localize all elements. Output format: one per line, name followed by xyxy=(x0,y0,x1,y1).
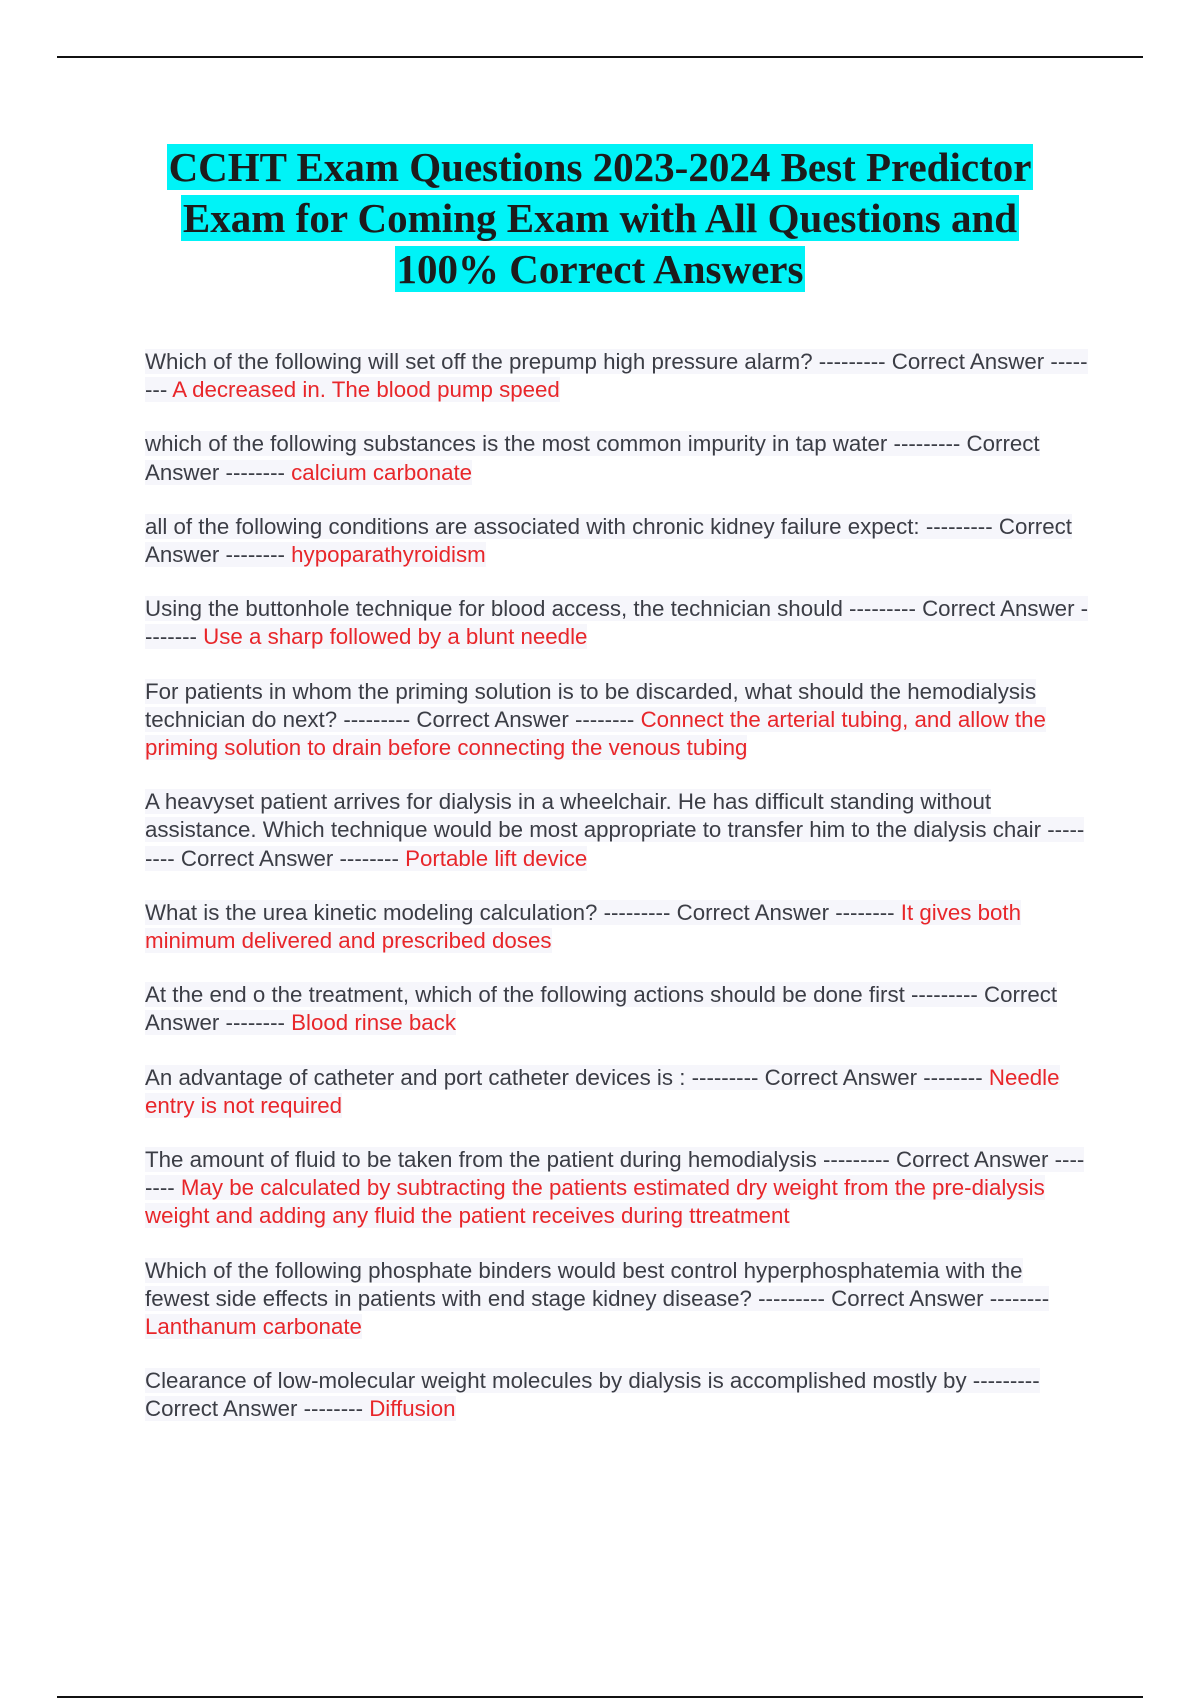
question-text: At the end o the treatment, which of the following actions should be done first --------- Correct Answer -------- xyxy=(145,982,1058,1036)
qa-item xyxy=(145,513,1090,569)
page-title xyxy=(100,142,1100,295)
answer-text: calcium carbonate xyxy=(291,459,473,485)
title-line-1: CCHT Exam Questions 2023-2024 Best Predictor xyxy=(168,144,1032,190)
qa-item xyxy=(145,788,1090,873)
question-text: A heavyset patient arrives for dialysis in a wheelchair. He has difficult standing without assistance. Which technique would be most appropriate to transfer him to the dialysis chair --------- Correct Answer -------- xyxy=(145,789,1085,871)
question-text: Clearance of low-molecular weight molecules by dialysis is accomplished mostly by --------- Correct Answer -------- xyxy=(145,1368,1040,1422)
qa-item xyxy=(145,1367,1090,1423)
answer-text: May be calculated by subtracting the patients estimated dry weight from the pre-dialysis weight and adding any fluid the patient receives during ttreatment xyxy=(145,1175,1045,1229)
answer-text: Use a sharp followed by a blunt needle xyxy=(203,624,588,650)
answer-text: A decreased in. The blood pump speed xyxy=(172,377,560,403)
qa-item xyxy=(145,348,1090,404)
question-text: which of the following substances is the most common impurity in tap water --------- Correct Answer -------- xyxy=(145,431,1040,485)
answer-text: It gives both minimum delivered and prescribed doses xyxy=(145,899,1022,954)
title-line-3: 100% Correct Answers xyxy=(396,246,804,292)
qa-item xyxy=(145,1064,1090,1120)
question-text: For patients in whom the priming solution is to be discarded, what should the hemodialysis technician do next? --------- Correct Answer -------- xyxy=(145,678,1037,732)
qa-item xyxy=(145,678,1090,763)
qa-item xyxy=(145,1257,1090,1342)
qa-item xyxy=(145,1146,1090,1231)
qa-item xyxy=(145,899,1090,955)
answer-text: Diffusion xyxy=(369,1396,456,1422)
qa-item xyxy=(145,981,1090,1037)
title-line-2: Exam for Coming Exam with All Questions and xyxy=(182,195,1018,241)
question-text: An advantage of catheter and port catheter devices is : --------- Correct Answer -------- xyxy=(145,1064,989,1090)
question-text: Which of the following will set off the prepump high pressure alarm? --------- Correct Answer -------- xyxy=(145,349,1088,403)
answer-text: Blood rinse back xyxy=(291,1010,456,1036)
top-rule xyxy=(57,56,1143,58)
qa-item xyxy=(145,430,1090,486)
qa-item xyxy=(145,595,1090,651)
answer-text: Portable lift device xyxy=(405,845,588,871)
answer-text: Connect the arterial tubing, and allow the priming solution to drain before connecting the venous tubing xyxy=(145,706,1046,761)
question-answer-list xyxy=(145,348,1090,1450)
question-text: Using the buttonhole technique for blood access, the technician should --------- Correct Answer -------- xyxy=(145,596,1089,650)
question-text: The amount of fluid to be taken from the patient during hemodialysis --------- Correct Answer -------- xyxy=(145,1147,1085,1201)
bottom-rule xyxy=(57,1696,1143,1698)
answer-text: hypoparathyroidism xyxy=(291,542,486,568)
question-text: all of the following conditions are associated with chronic kidney failure expect: --------- Correct Answer -------- xyxy=(145,513,1072,568)
question-text: Which of the following phosphate binders would best control hyperphosphatemia with the fewest side effects in patients with end stage kidney disease? --------- Correct Answer -------- xyxy=(145,1257,1050,1311)
question-text: What is the urea kinetic modeling calculation? --------- Correct Answer -------- xyxy=(145,899,901,925)
answer-text: Needle entry is not required xyxy=(145,1064,1060,1118)
answer-text: Lanthanum carbonate xyxy=(145,1314,362,1340)
